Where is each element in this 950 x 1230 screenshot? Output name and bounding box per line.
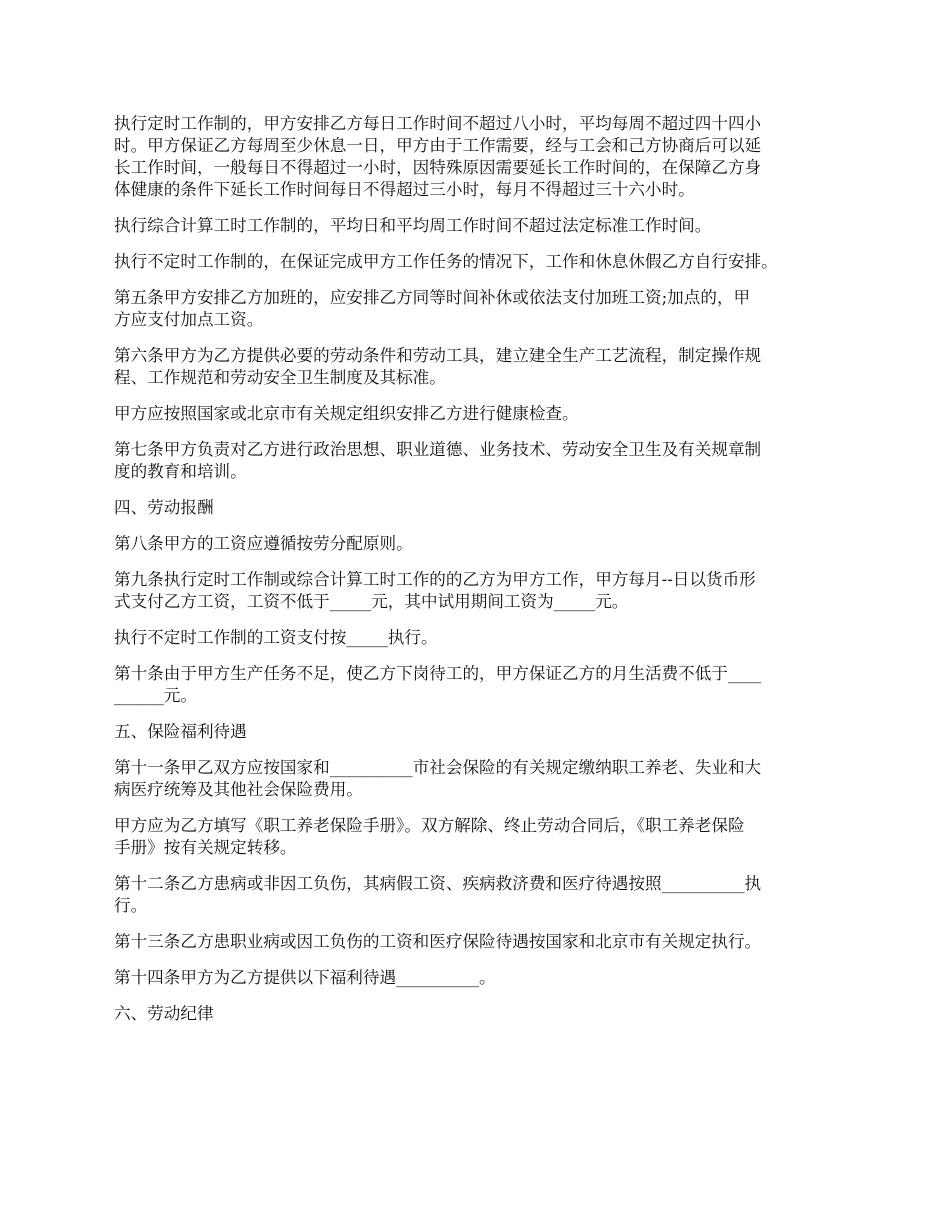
paragraph-pension-handbook: 甲方应为乙方填写《职工养老保险手册》。双方解除、终止劳动合同后，《职工养老保险 手册》按有关规定转移。 xyxy=(114,816,745,857)
paragraph-flexible-pay: 执行不定时工作制的工资支付按_____执行。 xyxy=(114,628,438,647)
paragraph-working-hours-fixed: 执行定时工作制的，甲方安排乙方每日工作时间不超过八小时，平均每周不超过四十四小 时。甲方保证乙方每周至少休息一日，甲方由于工作需要，经与工会和己方协商后可以延 长工作时间，一般每日不得超过一小时，因特殊原因需要延长工作时间的，在保障乙方身 体健康的条件下延长工作时间每日不得超过三小时，每月不得超过三十六小时。 xyxy=(114,114,762,199)
document-body xyxy=(114,113,844,1025)
paragraph-health-check: 甲方应按照国家或北京市有关规定组织安排乙方进行健康检查。 xyxy=(114,404,579,423)
paragraph-article-12: 第十二条乙方患病或非因工负伤，其病假工资、疾病救济费和医疗待遇按照__________执 行。 xyxy=(114,874,762,915)
paragraph-article-6: 第六条甲方为乙方提供必要的劳动条件和劳动工具，建立建全生产工艺流程，制定操作规 程、工作规范和劳动安全卫生制度及其标准。 xyxy=(114,346,762,387)
paragraph-article-13: 第十三条乙方患职业病或因工负伤的工资和医疗保险待遇按国家和北京市有关规定执行。 xyxy=(114,932,762,951)
paragraph-article-7: 第七条甲方负责对乙方进行政治思想、职业道德、业务技术、劳动安全卫生及有关规章制 度的教育和培训。 xyxy=(114,440,762,481)
paragraph-article-5: 第五条甲方安排乙方加班的，应安排乙方同等时间补休或依法支付加班工资;加点的，甲 方应支付加点工资。 xyxy=(114,288,751,329)
section-heading-remuneration: 四、劳动报酬 xyxy=(114,498,214,517)
paragraph-working-hours-flexible: 执行不定时工作制的，在保证完成甲方工作任务的情况下，工作和休息休假乙方自行安排。 xyxy=(114,252,778,271)
paragraph-article-10: 第十条由于甲方生产任务不足，使乙方下岗待工的，甲方保证乙方的月生活费不低于____ ______元。 xyxy=(114,664,762,705)
paragraph-article-9: 第九条执行定时工作制或综合计算工时工作的的乙方为甲方工作，甲方每月--日以货币形 式支付乙方工资，工资不低于_____元，其中试用期间工资为_____元。 xyxy=(114,570,756,611)
section-heading-insurance: 五、保险福利待遇 xyxy=(114,722,247,741)
paragraph-article-8: 第八条甲方的工资应遵循按劳分配原则。 xyxy=(114,534,413,553)
section-heading-discipline: 六、劳动纪律 xyxy=(114,1004,214,1023)
paragraph-article-14: 第十四条甲方为乙方提供以下福利待遇__________。 xyxy=(114,968,496,987)
paragraph-working-hours-comprehensive: 执行综合计算工时工作制的，平均日和平均周工作时间不超过法定标准工作时间。 xyxy=(114,216,712,235)
paragraph-article-11: 第十一条甲乙双方应按国家和__________市社会保险的有关规定缴纳职工养老、失业和大 病医疗统筹及其他社会保险费用。 xyxy=(114,758,762,799)
